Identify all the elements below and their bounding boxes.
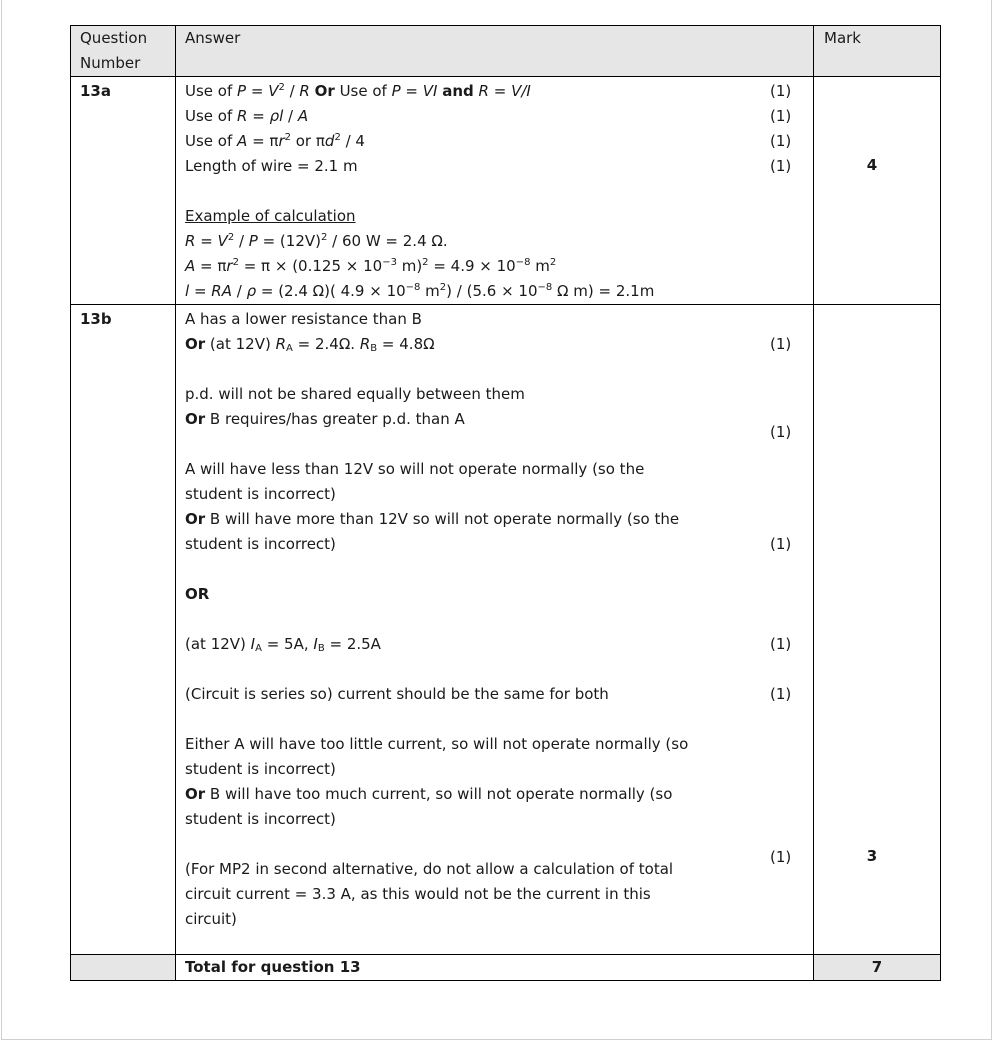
text-segment: 2: [439, 282, 447, 293]
text-segment: Length of wire = 2.1 m: [185, 157, 358, 175]
text-segment: RA: [211, 282, 232, 300]
text-segment: 2: [227, 232, 235, 243]
marking-point: (1): [770, 848, 792, 866]
text-segment: A: [185, 257, 196, 275]
text-segment: Use of: [185, 107, 238, 125]
marking-point: (1): [770, 685, 792, 703]
text-segment: =: [400, 82, 423, 100]
text-segment: /: [234, 232, 249, 250]
text-segment: = 2.4Ω.: [292, 335, 360, 353]
text-segment: B will have more than 12V so will not operate normally (so the: [205, 510, 680, 528]
text-segment: =: [195, 232, 218, 250]
text-segment: 2: [321, 232, 328, 243]
text-segment: = π: [195, 257, 227, 275]
text-segment: A: [255, 643, 262, 654]
text-segment: V: [268, 82, 279, 100]
text-segment: R: [359, 335, 371, 353]
marking-point: (1): [770, 157, 792, 175]
text-segment: A has a lower resistance than B: [185, 310, 422, 328]
text-segment: m: [530, 257, 550, 275]
text-segment: student is incorrect): [185, 810, 336, 828]
answer-line: [185, 657, 813, 682]
answer-line: [185, 307, 813, 332]
mark-cell: [814, 77, 941, 305]
text-segment: B: [370, 343, 378, 354]
answer-line: [185, 682, 813, 707]
text-segment: /: [284, 82, 300, 100]
answer-line: [185, 104, 813, 129]
text-segment: Or: [185, 510, 206, 528]
header-answer: Answer: [176, 26, 814, 77]
text-segment: (at 12V): [185, 635, 251, 653]
answer-line: [185, 79, 813, 104]
answer-line: [185, 907, 813, 932]
text-segment: I: [313, 635, 318, 653]
answer-line: [185, 532, 813, 557]
text-segment: P: [248, 232, 258, 250]
answer-line: [185, 557, 813, 582]
text-segment: A: [237, 132, 248, 150]
text-segment: Use of: [185, 82, 238, 100]
text-segment: p.d. will not be shared equally between them: [185, 385, 525, 403]
text-segment: m): [396, 257, 423, 275]
text-segment: r: [226, 257, 233, 275]
text-segment: P: [237, 82, 247, 100]
text-segment: circuit): [185, 910, 237, 928]
text-segment: 2: [284, 132, 291, 143]
text-segment: = 4.8Ω: [377, 335, 435, 353]
answer-line: [185, 129, 813, 154]
text-segment: P: [391, 82, 401, 100]
answer-cell: [176, 77, 814, 305]
marking-point: (1): [770, 82, 792, 100]
text-segment: Or: [185, 410, 206, 428]
text-segment: student is incorrect): [185, 485, 336, 503]
text-segment: d: [324, 132, 335, 150]
answer-line: [185, 607, 813, 632]
answer-line: [185, 154, 813, 179]
question-number: 13a: [71, 77, 176, 305]
text-segment: circuit current = 3.3 A, as this would not be the current in this: [185, 885, 651, 903]
total-label: Total for question 13: [176, 955, 814, 981]
text-segment: Use of: [185, 132, 238, 150]
text-segment: = π × (0.125 × 10: [238, 257, 383, 275]
mark-scheme-table: [70, 25, 941, 981]
text-segment: V: [217, 232, 228, 250]
row-total-mark: 3: [866, 847, 878, 865]
answer-line: [185, 582, 813, 607]
text-segment: Ω m) = 2.1m: [552, 282, 655, 300]
text-segment: Or: [314, 82, 335, 100]
text-segment: = 5A,: [261, 635, 314, 653]
answer-line: [185, 507, 813, 532]
text-segment: 2: [422, 257, 429, 268]
header-mark: Mark: [814, 26, 941, 77]
text-segment: Or: [185, 335, 206, 353]
header-question: Question Number: [71, 26, 176, 77]
text-segment: R: [185, 232, 196, 250]
text-segment: R: [275, 335, 287, 353]
marking-point: (1): [770, 132, 792, 150]
text-segment: m: [420, 282, 440, 300]
answer-line: [185, 357, 813, 382]
text-segment: / 60 W = 2.4 Ω.: [327, 232, 448, 250]
marking-point: (1): [770, 335, 792, 353]
text-segment: −8: [537, 282, 553, 293]
text-segment: I: [250, 635, 256, 653]
text-segment: Example of calculation: [185, 207, 356, 225]
answer-lines: [185, 77, 813, 304]
text-segment: = (2.4 Ω)( 4.9 × 10: [256, 282, 406, 300]
text-segment: Use of: [334, 82, 392, 100]
text-segment: (Circuit is series so) current should be the same for both: [185, 685, 609, 703]
text-segment: Either A will have too little current, so will not operate normally (so: [185, 735, 689, 753]
answer-line: [185, 857, 813, 882]
total-row: [71, 955, 941, 981]
text-segment: A: [286, 343, 293, 354]
answer-line: [185, 807, 813, 832]
answer-line: [185, 757, 813, 782]
text-segment: A: [297, 107, 309, 125]
answer-line: [185, 882, 813, 907]
text-segment: = (12V): [257, 232, 321, 250]
text-segment: Or: [185, 785, 206, 803]
text-segment: B requires/has greater p.d. than A: [205, 410, 465, 428]
text-segment: A will have less than 12V so will not operate normally (so the: [185, 460, 645, 478]
answer-line: [185, 782, 813, 807]
text-segment: OR: [185, 585, 210, 603]
answer-lines: [185, 305, 813, 932]
text-segment: R: [299, 82, 310, 100]
marking-point: (1): [770, 423, 792, 441]
answer-line: [185, 382, 813, 407]
text-segment: (For MP2 in second alternative, do not allow a calculation of total: [185, 860, 674, 878]
text-segment: −3: [382, 257, 397, 268]
text-segment: student is incorrect): [185, 760, 336, 778]
text-segment: and: [442, 82, 474, 100]
text-segment: student is incorrect): [185, 535, 336, 553]
marking-point: (1): [770, 535, 792, 553]
text-segment: VI: [422, 82, 438, 100]
answer-line: [185, 632, 813, 657]
text-segment: B: [317, 643, 325, 654]
text-segment: B will have too much current, so will not operate normally (so: [205, 785, 673, 803]
text-segment: 2: [232, 257, 239, 268]
text-segment: 2: [549, 257, 557, 268]
text-segment: =: [246, 82, 269, 100]
text-segment: −8: [515, 257, 531, 268]
text-segment: ρ: [246, 282, 257, 300]
answer-line: [185, 279, 813, 304]
text-segment: r: [278, 132, 285, 150]
answer-line: [185, 332, 813, 357]
answer-line: [185, 179, 813, 204]
row-total-mark: 4: [866, 156, 878, 174]
header-row: [71, 26, 941, 77]
answer-line: [185, 432, 813, 457]
row-13a: [71, 77, 941, 305]
answer-line: [185, 204, 813, 229]
total-mark: 7: [814, 955, 941, 981]
text-segment: =: [247, 107, 270, 125]
text-segment: /: [283, 107, 298, 125]
text-segment: R: [478, 82, 489, 100]
text-segment: V/I: [511, 82, 531, 100]
text-segment: R: [237, 107, 248, 125]
total-blank: [71, 955, 176, 981]
row-13b: [71, 305, 941, 955]
question-number: 13b: [71, 305, 176, 955]
answer-line: [185, 832, 813, 857]
answer-line: [185, 732, 813, 757]
text-segment: /: [231, 282, 247, 300]
text-segment: l: [185, 282, 190, 300]
text-segment: = 2.5A: [324, 635, 381, 653]
answer-cell: [176, 305, 814, 955]
answer-line: [185, 457, 813, 482]
text-segment: = 4.9 × 10: [428, 257, 516, 275]
answer-line: [185, 407, 813, 432]
text-segment: (at 12V): [205, 335, 276, 353]
text-segment: =: [488, 82, 512, 100]
answer-line: [185, 254, 813, 279]
text-segment: =: [189, 282, 212, 300]
answer-line: [185, 229, 813, 254]
answer-line: [185, 707, 813, 732]
mark-cell: [814, 305, 941, 955]
marking-point: (1): [770, 107, 792, 125]
marking-point: (1): [770, 635, 792, 653]
text-segment: 2: [334, 132, 341, 143]
text-segment: ρl: [269, 107, 284, 125]
text-segment: / 4: [340, 132, 365, 150]
text-segment: ) / (5.6 × 10: [446, 282, 538, 300]
text-segment: or π: [290, 132, 325, 150]
text-segment: = π: [247, 132, 279, 150]
text-segment: −8: [405, 282, 421, 293]
answer-line: [185, 482, 813, 507]
text-segment: 2: [278, 82, 285, 93]
